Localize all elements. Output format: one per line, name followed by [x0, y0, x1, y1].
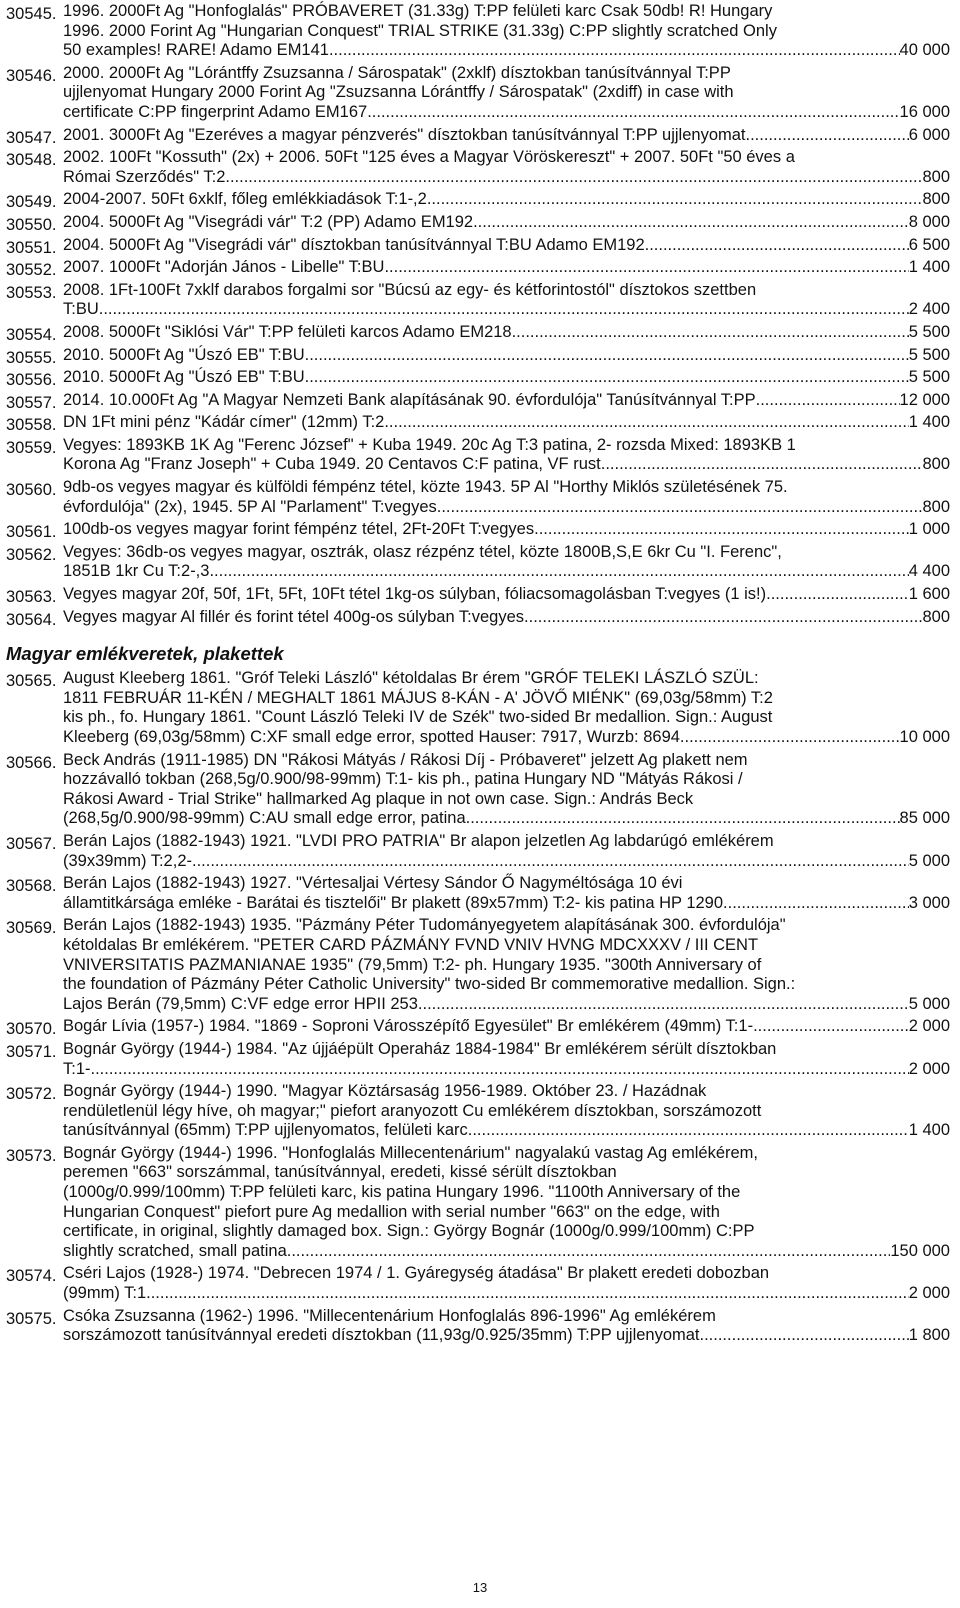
lot-price: 800: [922, 455, 950, 474]
lot-description: [63, 368, 950, 388]
description-text: (268,5g/0.900/98-99mm) C:AU small edge error, patina: [63, 809, 466, 828]
price-line: [63, 300, 950, 320]
lot-price: 4 400: [908, 562, 950, 581]
description-line: 9db-os vegyes magyar és külföldi fémpénz tétel, közte 1943. 5P Al "Horthy Miklós születésének 75.: [63, 478, 788, 497]
leader-dots: [427, 190, 923, 210]
lot-entry: [6, 436, 950, 475]
lot-description: [63, 608, 950, 628]
lot-number: 30568.: [6, 877, 57, 896]
lot-entry: [6, 346, 950, 366]
description-text: Bogár Lívia (1957-) 1984. "1869 - Soproni Városszépítő Egyesület" Br emlékérem (49mm) T:1-: [63, 1017, 754, 1036]
lot-number: 30550.: [6, 215, 57, 234]
lot-entry: [6, 916, 950, 1014]
lot-description: [63, 236, 950, 256]
lot-price: 2 000: [908, 1059, 950, 1078]
lot-number: 30545.: [6, 5, 57, 23]
lot-entry: [6, 585, 950, 605]
description-text: Vegyes magyar 20f, 50f, 1Ft, 5Ft, 10Ft tétel 1kg-os súlyban, fóliacsomagolásban T:vegyes (1 is!): [63, 585, 767, 604]
price-line: [63, 1060, 950, 1080]
lot-price: 12 000: [899, 390, 950, 409]
lot-price: 2 000: [908, 1284, 950, 1303]
lot-price: 5 500: [908, 322, 950, 341]
price-line: [63, 391, 950, 411]
description-text: T:1-: [63, 1059, 91, 1078]
description-line: kétoldalas Br emlékérem. "PETER CARD PÁZMÁNY FVND VNIV HVNG MDCXXXV / III CENT: [63, 935, 759, 954]
description-text: (99mm) T:1: [63, 1284, 147, 1303]
lot-description: [63, 916, 950, 1014]
lot-description: [63, 1144, 950, 1262]
lot-entry: [6, 608, 950, 628]
lot-entry: [6, 1017, 950, 1037]
price-line: [63, 190, 950, 210]
description-line: Berán Lajos (1882-1943) 1935. "Pázmány Péter Tudományegyetem alapításának 300. évfordulója": [63, 916, 786, 935]
lot-price: 5 500: [908, 368, 950, 387]
lot-number: 30559.: [6, 438, 57, 457]
lot-number: 30552.: [6, 261, 57, 280]
leader-dots: [287, 1242, 891, 1262]
lot-number: 30546.: [6, 66, 57, 85]
lot-description: [63, 190, 950, 210]
leader-dots: [466, 809, 900, 829]
description-text: (39x39mm) T:2,2-: [63, 851, 192, 870]
description-text: 2001. 3000Ft Ag "Ezeréves a magyar pénzverés" dísztokban tanúsítvánnyal T:PP ujjlenyomat: [63, 125, 746, 144]
description-line: Cséri Lajos (1928-) 1974. "Debrecen 1974 / 1. Gyáregység átadása" Br plakett eredeti dobozban: [63, 1264, 770, 1283]
lot-entry: [6, 520, 950, 540]
lot-price: 5 000: [908, 851, 950, 870]
price-line: [63, 413, 950, 433]
lot-number: 30563.: [6, 588, 57, 607]
lot-description: [63, 213, 950, 233]
price-line: [63, 608, 950, 628]
description-line: hozzávalló tokban (268,5g/0.900/98-99mm) T:1- kis ph., patina Hungary ND "Mátyás Rákosi /: [63, 770, 743, 789]
lot-price: 6 000: [908, 125, 950, 144]
price-line: [63, 1121, 950, 1141]
description-line: the foundation of Pázmány Péter Catholic University" two-sided Br commemorative medallion. Sign.:: [63, 975, 796, 994]
lot-description: [63, 520, 950, 540]
description-text: 2014. 10.000Ft Ag "A Magyar Nemzeti Bank alapításának 90. évfordulója" Tanúsítvánnyal T:PP: [63, 390, 756, 409]
lot-entry: [6, 281, 950, 320]
lot-entry: [6, 669, 950, 747]
lot-description: [63, 478, 950, 517]
description-line: Berán Lajos (1882-1943) 1927. "Vértesaljai Vértesy Sándor Ő Nagyméltósága 10 évi: [63, 874, 683, 893]
description-line: 1996. 2000Ft Ag "Honfoglalás" PRÓBAVERET (31.33g) T:PP felületi karc Csak 50db! R! Hungary: [63, 2, 773, 20]
description-text: Lajos Berán (79,5mm) C:VF edge error HPII 253.: [63, 994, 423, 1013]
lot-number: 30548.: [6, 151, 57, 170]
lot-description: [63, 1040, 950, 1079]
leader-dots: [685, 728, 900, 748]
description-line: 1811 FEBRUÁR 11-KÉN / MEGHALT 1861 MÁJUS 8-KÁN - A' JÖVŐ MIÉNK" (69,03g/58mm) T:2: [63, 688, 773, 707]
lot-description: [63, 832, 950, 871]
leader-dots: [384, 413, 908, 433]
price-line: [63, 258, 950, 278]
description-text: Kleeberg (69,03g/58mm) C:XF small edge error, spotted Hauser: 7917, Wurzb: 8694.: [63, 728, 685, 746]
lot-description: [63, 1082, 950, 1141]
lot-description: [63, 413, 950, 433]
lot-entry: [6, 1307, 950, 1346]
leader-dots: [753, 1017, 909, 1037]
description-text: 2010. 5000Ft Ag "Úszó EB" T:BU: [63, 368, 305, 387]
price-line: [63, 894, 950, 914]
description-line: Bognár György (1944-) 1984. "Az újjáépült Operaház 1884-1984" Br emlékérem sérült dísztokban: [63, 1039, 777, 1058]
leader-dots: [512, 323, 909, 343]
lot-description: [63, 1264, 950, 1303]
price-line: [63, 236, 950, 256]
leader-dots: [756, 391, 900, 411]
description-line: Bognár György (1944-) 1990. "Magyar Köztársaság 1956-1989. Október 23. / Hazádnak: [63, 1082, 707, 1101]
description-text: slightly scratched, small patina: [63, 1241, 287, 1260]
lot-entry: [6, 126, 950, 146]
lot-description: [63, 1307, 950, 1346]
leader-dots: [437, 498, 923, 518]
lot-price: 1 000: [908, 520, 950, 539]
lot-description: [63, 669, 950, 747]
lot-description: [63, 323, 950, 343]
lot-description: [63, 874, 950, 913]
description-line: kis ph., fo. Hungary 1861. "Count László Teleki IV de Szék" two-sided Br medallion. Sign.: August: [63, 708, 773, 727]
price-line: [63, 562, 950, 582]
lot-description: [63, 391, 950, 411]
lot-entry: [6, 751, 950, 829]
description-line: Vegyes: 36db-os vegyes magyar, osztrák, olasz rézpénz tétel, közte 1800B,S,E 6kr Cu "I. Ferenc",: [63, 542, 782, 561]
description-text: 2010. 5000Ft Ag "Úszó EB" T:BU: [63, 345, 305, 364]
description-line: ujjlenyomat Hungary 2000 Forint Ag "Zsuzsanna Lórántffy / Sárospatak" (2xdiff) in case with: [63, 83, 734, 102]
price-line: [63, 103, 950, 123]
description-text: 2004. 5000Ft Ag "Visegrádi vár" dísztokban tanúsítvánnyal T:BU Adamo EM192: [63, 235, 645, 254]
lot-price: 1 600: [908, 585, 950, 604]
lot-price: 1 400: [908, 258, 950, 277]
description-text: 50 examples! RARE! Adamo EM141: [63, 41, 329, 60]
leader-dots: [146, 1284, 909, 1304]
lot-entry: [6, 478, 950, 517]
leader-dots: [99, 300, 909, 320]
lot-description: [63, 64, 950, 123]
lot-number: 30551.: [6, 238, 57, 257]
description-line: 2008. 1Ft-100Ft 7xklf darabos forgalmi sor "Búcsú az egy- és kétforintostól" dísztokos szettben: [63, 280, 757, 299]
description-line: 2000. 2000Ft Ag "Lórántffy Zsuzsanna / Sárospatak" (2xklf) dísztokban tanúsítvánnyal T:PP: [63, 63, 731, 82]
leader-dots: [225, 168, 922, 188]
lot-entry: [6, 413, 950, 433]
lot-entry: [6, 1144, 950, 1262]
description-line: Csóka Zsuzsanna (1962-) 1996. "Millecentenárium Honfoglalás 896-1996" Ag emlékérem: [63, 1306, 716, 1325]
price-line: [63, 520, 950, 540]
price-line: [63, 41, 950, 61]
description-text: DN 1Ft mini pénz "Kádár címer" (12mm) T:2: [63, 413, 385, 432]
lot-price: 16 000: [899, 102, 950, 121]
lot-price: 800: [922, 167, 950, 186]
price-line: [63, 585, 950, 605]
description-text: 2004-2007. 50Ft 6xklf, főleg emlékkiadások T:1-,2: [63, 190, 427, 209]
lot-description: [63, 148, 950, 187]
price-line: [63, 852, 950, 872]
description-text: évfordulója" (2x), 1945. 5P Al "Parlament" T:vegyes: [63, 497, 437, 516]
lot-number: 30560.: [6, 481, 57, 500]
description-text: 100db-os vegyes magyar forint fémpénz tétel, 2Ft-20Ft T:vegyes: [63, 520, 535, 539]
description-text: Római Szerződés" T:2: [63, 167, 226, 186]
lot-price: 2 400: [908, 300, 950, 319]
lot-list: [0, 669, 960, 1346]
lot-entry: [6, 258, 950, 278]
lot-price: 800: [922, 190, 950, 209]
price-line: [63, 1017, 950, 1037]
lot-price: 800: [922, 607, 950, 626]
description-line: (1000g/0.999/100mm) T:PP felületi karc, kis patina Hungary 1996. "1100th Anniversary of the: [63, 1183, 741, 1202]
description-text: 2004. 5000Ft Ag "Visegrádi vár" T:2 (PP) Adamo EM192: [63, 212, 474, 231]
price-line: [63, 995, 950, 1015]
lot-description: [63, 258, 950, 278]
description-line: August Kleeberg 1861. "Gróf Teleki László" kétoldalas Br érem "GRÓF TELEKI LÁSZLÓ SZÜL:: [63, 669, 759, 688]
price-line: [63, 126, 950, 146]
lot-entry: [6, 236, 950, 256]
leader-dots: [645, 236, 909, 256]
description-line: Hungarian Conquest" piefort pure Ag medallion with serial number "663" on the edge, with: [63, 1202, 720, 1221]
lot-description: [63, 126, 950, 146]
lot-number: 30562.: [6, 545, 57, 564]
leader-dots: [524, 608, 922, 628]
lot-price: 8 000: [908, 212, 950, 231]
lot-number: 30555.: [6, 348, 57, 367]
lot-number: 30565.: [6, 672, 57, 691]
lot-number: 30557.: [6, 393, 57, 412]
description-line: peremen "663" sorszámmal, tanúsítvánnyal, eredeti, kissé sérült dísztokban: [63, 1163, 617, 1182]
lot-price: 85 000: [899, 809, 950, 828]
lot-entry: [6, 1082, 950, 1141]
lot-entry: [6, 1264, 950, 1303]
lot-price: 6 500: [908, 235, 950, 254]
description-text: tanúsítvánnyal (65mm) T:PP ujjlenyomatos, felületi karc: [63, 1121, 468, 1140]
leader-dots: [192, 852, 909, 872]
description-text: 2008. 5000Ft "Siklósi Vár" T:PP felületi karcos Adamo EM218: [63, 322, 512, 341]
description-text: sorszámozott tanúsítvánnyal eredeti dísztokban (11,93g/0.925/35mm) T:PP ujjlenyomat: [63, 1326, 700, 1345]
lot-description: [63, 2, 950, 61]
lot-entry: [6, 148, 950, 187]
leader-dots: [700, 1326, 909, 1346]
description-text: T:BU: [63, 300, 99, 319]
lot-price: 10 000: [899, 728, 950, 746]
description-text: államtitkársága emléke - Barátai és tisztelői" Br plakett (89x57mm) T:2- kis patina HP 1290: [63, 893, 724, 912]
leader-dots: [91, 1060, 909, 1080]
lot-number: 30573.: [6, 1146, 57, 1165]
lot-description: [63, 346, 950, 366]
lot-entry: [6, 190, 950, 210]
lot-price: 2 000: [908, 1017, 950, 1036]
lot-number: 30561.: [6, 523, 57, 542]
price-line: [63, 1284, 950, 1304]
lot-price: 150 000: [890, 1241, 950, 1260]
lot-description: [63, 585, 950, 605]
description-line: 2002. 100Ft "Kossuth" (2x) + 2006. 50Ft "125 éves a Magyar Vöröskereszt" + 2007. 50Ft "50 éves a: [63, 148, 795, 167]
lot-list: [0, 0, 960, 627]
page-number: 13: [472, 1580, 488, 1595]
lot-price: 3 000: [908, 893, 950, 912]
lot-price: 5 000: [908, 994, 950, 1013]
lot-entry: [6, 391, 950, 411]
lot-entry: [6, 323, 950, 343]
description-line: Beck András (1911-1985) DN "Rákosi Mátyás / Rákosi Díj - Próbaveret" jelzett Ag plakett nem: [63, 750, 748, 769]
lot-price: 40 000: [899, 41, 950, 60]
description-line: 1996. 2000 Forint Ag "Hungarian Conquest" TRIAL STRIKE (31.33g) C:PP slightly scratched Only: [63, 21, 777, 40]
leader-dots: [766, 585, 909, 605]
lot-entry: [6, 368, 950, 388]
price-line: [63, 455, 950, 475]
description-line: Rákosi Award - Trial Strike" hallmarked Ag plaque in not own case. Sign.: András Beck: [63, 789, 694, 808]
lot-number: 30569.: [6, 919, 57, 938]
leader-dots: [384, 258, 908, 278]
lot-price: 1 800: [908, 1326, 950, 1345]
description-text: 2007. 1000Ft "Adorján János - Libelle" T:BU: [63, 258, 385, 277]
description-line: Berán Lajos (1882-1943) 1921. "LVDI PRO PATRIA" Br alapon jelzetlen Ag labdarúgó emlékérem: [63, 831, 774, 850]
leader-dots: [473, 213, 909, 233]
lot-number: 30574.: [6, 1267, 57, 1286]
lot-price: 5 500: [908, 345, 950, 364]
price-line: [63, 1326, 950, 1346]
price-line: [63, 809, 950, 829]
lot-number: 30571.: [6, 1042, 57, 1061]
leader-dots: [305, 368, 909, 388]
price-line: [63, 213, 950, 233]
leader-dots: [423, 995, 909, 1015]
lot-description: [63, 281, 950, 320]
description-line: certificate, in original, slightly damaged box. Sign.: György Bognár (1000g/0.999/100mm) C:PP: [63, 1222, 755, 1241]
description-line: Bognár György (1944-) 1996. "Honfoglalás Millecentenárium" nagyalakú vastag Ag emlékérem,: [63, 1143, 758, 1162]
section-title: Magyar emlékveretek, plakettek: [6, 643, 284, 665]
price-line: [63, 368, 950, 388]
price-line: [63, 346, 950, 366]
lot-description: [63, 543, 950, 582]
price-line: [63, 498, 950, 518]
lot-entry: [6, 832, 950, 871]
lot-description: [63, 751, 950, 829]
lot-number: 30556.: [6, 371, 57, 390]
lot-number: 30566.: [6, 753, 57, 772]
lot-description: [63, 436, 950, 475]
lot-number: 30572.: [6, 1085, 57, 1104]
lot-number: 30553.: [6, 283, 57, 302]
description-text: certificate C:PP fingerprint Adamo EM167: [63, 102, 368, 121]
lot-description: [63, 1017, 950, 1037]
lot-entry: [6, 213, 950, 233]
lot-number: 30549.: [6, 193, 57, 212]
lot-entry: [6, 2, 950, 61]
description-line: Vegyes: 1893KB 1K Ag "Ferenc József" + Kuba 1949. 20c Ag T:3 patina, 2- rozsda Mixed: 1893KB 1: [63, 435, 796, 454]
leader-dots: [367, 103, 899, 123]
leader-dots: [534, 520, 909, 540]
lot-number: 30547.: [6, 128, 57, 147]
leader-dots: [329, 41, 900, 61]
price-line: [63, 323, 950, 343]
lot-number: 30567.: [6, 834, 57, 853]
description-text: 1851B 1kr Cu T:2-,3: [63, 562, 210, 581]
price-line: [63, 1242, 950, 1262]
price-line: [63, 168, 950, 188]
description-text: Vegyes magyar Al fillér és forint tétel 400g-os súlyban T:vegyes: [63, 607, 525, 626]
lot-price: 1 400: [908, 413, 950, 432]
lot-price: 1 400: [908, 1121, 950, 1140]
lot-number: 30558.: [6, 416, 57, 435]
lot-entry: [6, 543, 950, 582]
lot-entry: [6, 874, 950, 913]
lot-number: 30564.: [6, 610, 57, 629]
description-text: Korona Ag "Franz Joseph" + Cuba 1949. 20 Centavos C:F patina, VF rust: [63, 455, 601, 474]
leader-dots: [468, 1121, 909, 1141]
lot-entry: [6, 64, 950, 123]
lot-number: 30554.: [6, 325, 57, 344]
lot-number: 30575.: [6, 1309, 57, 1328]
lot-number: 30570.: [6, 1020, 57, 1039]
description-line: VNIVERSITATIS PAZMANIANAE 1935" (79,5mm) T:2- ph. Hungary 1935. "300th Anniversary of: [63, 955, 762, 974]
leader-dots: [305, 346, 909, 366]
lot-price: 800: [922, 497, 950, 516]
lot-entry: [6, 1040, 950, 1079]
leader-dots: [723, 894, 909, 914]
leader-dots: [601, 455, 923, 475]
leader-dots: [746, 126, 909, 146]
description-line: rendületlenül légy híve, oh magyar;" piefort aranyozott Cu emlékérem dísztokban, sorszámozott: [63, 1101, 762, 1120]
price-line: [63, 728, 950, 748]
leader-dots: [209, 562, 908, 582]
